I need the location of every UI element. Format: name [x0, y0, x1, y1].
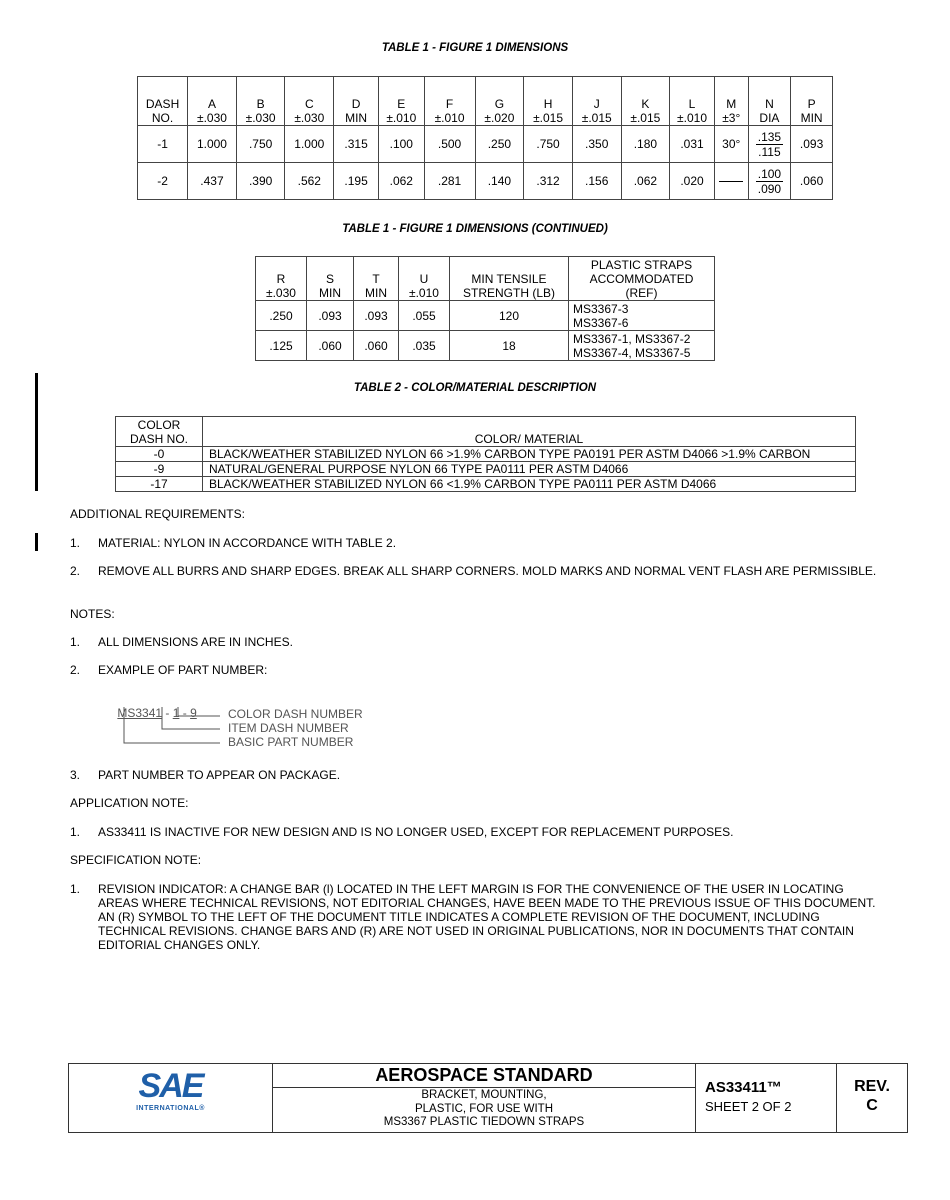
header-tolerance: ±.010: [434, 111, 465, 125]
table1c-row: [256, 301, 715, 331]
h-tensile-1: MIN TENSILE: [471, 272, 547, 286]
header-label: N: [765, 97, 774, 111]
header-label: K: [641, 97, 650, 111]
not-applicable-dash: [719, 181, 743, 182]
item-text: ALL DIMENSIONS ARE IN INCHES.: [98, 635, 293, 649]
sheet-number: SHEET 2 OF 2: [705, 1099, 792, 1114]
header-label: G: [494, 97, 505, 111]
cell-straps: MS3367-3: [573, 301, 629, 316]
table1-header-cell: [791, 77, 833, 126]
header-label: C: [304, 97, 314, 111]
additional-requirements-heading: ADDITIONAL REQUIREMENTS:: [70, 507, 245, 521]
h-u-tol: ±.010: [409, 286, 439, 300]
table1: [137, 76, 833, 200]
h-r-tol: ±.030: [266, 286, 296, 300]
table1-header-cell: [475, 77, 524, 126]
table1-header-cell: [138, 77, 188, 126]
cell-n-dia: [748, 163, 791, 200]
h-straps-3: (REF): [625, 286, 658, 300]
header-tolerance: MIN: [345, 111, 368, 125]
n-max: .100: [757, 166, 782, 181]
cell-l: .031: [670, 126, 715, 163]
application-note-heading: APPLICATION NOTE:: [70, 796, 189, 810]
table1-header-cell: [236, 77, 285, 126]
h-material: COLOR/ MATERIAL: [203, 417, 856, 447]
cell-color-dash: -0: [116, 447, 203, 462]
cell-j: .350: [572, 126, 621, 163]
table2-caption: TABLE 2 - COLOR/MATERIAL DESCRIPTION: [353, 382, 597, 394]
table1-header-cell: [188, 77, 237, 126]
cell-c: 1.000: [285, 126, 334, 163]
sae-logo-sub: INTERNATIONAL: [136, 1105, 200, 1112]
cell-m: 30°: [714, 126, 748, 163]
item-number: 1.: [70, 536, 81, 550]
header-label: DASH: [145, 97, 180, 111]
rev-label: REV.: [854, 1078, 890, 1095]
table1-header-cell: [714, 77, 748, 126]
h-t: T: [372, 272, 380, 286]
table1-header-cell: [524, 77, 573, 126]
h-dash-no: DASH NO.: [129, 432, 188, 446]
cell-d: .195: [334, 163, 379, 200]
cell-straps: MS3367-4, MS3367-5: [573, 345, 691, 360]
pn-leader-lines: [100, 692, 240, 752]
cell-a: .437: [188, 163, 237, 200]
table1-header-cell: [424, 77, 475, 126]
cell-h: .750: [524, 126, 573, 163]
header-tolerance: NO.: [151, 111, 174, 125]
table1-header-cell: [670, 77, 715, 126]
item-text: PART NUMBER TO APPEAR ON PACKAGE.: [98, 768, 341, 782]
header-label: F: [445, 97, 454, 111]
title-block: [68, 1063, 908, 1133]
cell-color-dash: -9: [116, 462, 203, 477]
n-min: .115: [758, 144, 781, 159]
pn-sep: -: [179, 706, 191, 720]
table1-row: [138, 163, 833, 200]
cell-f: .500: [424, 126, 475, 163]
pn-basic: MS3341: [117, 706, 163, 720]
doc-title-line: MS3367 PLASTIC TIEDOWN STRAPS: [383, 1116, 585, 1128]
cell-g: .250: [475, 126, 524, 163]
header-tolerance: ±.015: [581, 111, 612, 125]
header-label: M: [726, 97, 737, 111]
header-label: H: [543, 97, 553, 111]
sae-logo-subtext: [69, 1105, 272, 1112]
item-number: 2.: [70, 663, 81, 677]
cell-e: .062: [379, 163, 424, 200]
header-tolerance: ±.015: [533, 111, 564, 125]
sae-logo: [69, 1064, 273, 1132]
table1-header-cell: [572, 77, 621, 126]
header-tolerance: ±.020: [484, 111, 515, 125]
cell-s: .093: [307, 301, 354, 331]
table1-caption: TABLE 1 - FIGURE 1 DIMENSIONS: [381, 42, 569, 54]
header-tolerance: ±.030: [294, 111, 325, 125]
item-number: 2.: [70, 564, 81, 578]
h-s-min: MIN: [319, 286, 341, 300]
cell-b: .750: [236, 126, 285, 163]
doc-title-line: PLASTIC, FOR USE WITH: [414, 1102, 553, 1115]
cell-color-dash: -17: [116, 477, 203, 492]
table2-row: [116, 477, 856, 492]
sae-logo-text: SAE: [138, 1067, 203, 1105]
cell-p: .060: [791, 163, 833, 200]
aerospace-standard-label: AEROSPACE STANDARD: [273, 1064, 695, 1088]
pn-label-item: ITEM DASH NUMBER: [228, 721, 349, 735]
table1-header-cell: [334, 77, 379, 126]
doc-title-line: BRACKET, MOUNTING,: [421, 1089, 547, 1101]
item-number: 3.: [70, 768, 81, 782]
cell-u: .055: [399, 301, 450, 331]
table1-row: [138, 126, 833, 163]
cell-d: .315: [334, 126, 379, 163]
table1-header-row: [138, 77, 833, 126]
cell-a: 1.000: [188, 126, 237, 163]
item-number: 1.: [70, 825, 81, 839]
header-tolerance: ±3°: [722, 111, 741, 125]
item-text: REVISION INDICATOR: A CHANGE BAR (l) LOCATED IN THE LEFT MARGIN IS FOR THE CONVENIENCE OF THE USER IN LOCATING AREAS WHERE TECHNICAL REVISIONS, NOT EDITORIAL CHANGES, HAVE BEEN MADE TO THE PREVIOUS ISSUE OF THIS DOCUMENT. AN (R) SYMBOL TO THE LEFT OF THE DOCUMENT TITLE INDICATES A COMPLETE REVISION OF THE DOCUMENT, INCLUDING TECHNICAL REVISIONS. CHANGE BARS AND (R) ARE NOT USED IN ORIGINAL PUBLICATIONS, NOR IN DOCUMENTS THAT CONTAIN EDITORIAL CHANGES ONLY.: [98, 882, 876, 952]
header-tolerance: ±.010: [386, 111, 417, 125]
revision-cell: [837, 1064, 907, 1132]
title-cell: [273, 1064, 696, 1132]
header-label: A: [207, 97, 216, 111]
cell-material: BLACK/WEATHER STABILIZED NYLON 66 <1.9% CARBON TYPE PA0111 PER ASTM D4066: [203, 477, 856, 492]
item-text: AS33411 IS INACTIVE FOR NEW DESIGN AND IS NO LONGER USED, EXCEPT FOR REPLACEMENT PURPOSES.: [98, 825, 734, 839]
registered-mark: ®: [199, 1105, 205, 1112]
cell-l: .020: [670, 163, 715, 200]
pn-color: 9: [190, 706, 197, 720]
cell-k: .180: [621, 126, 670, 163]
cell-material: BLACK/WEATHER STABILIZED NYLON 66 >1.9% CARBON TYPE PA0191 PER ASTM D4066 >1.9% CARBON: [203, 447, 856, 462]
cell-c: .562: [285, 163, 334, 200]
cell-h: .312: [524, 163, 573, 200]
table1-header-cell: [285, 77, 334, 126]
cell-t: .060: [354, 331, 399, 361]
doc-number: AS33411™: [705, 1079, 782, 1096]
cell-u: .035: [399, 331, 450, 361]
header-tolerance: ±.030: [196, 111, 227, 125]
pn-label-color: COLOR DASH NUMBER: [228, 707, 363, 721]
table2-row: [116, 462, 856, 477]
h-tensile-2: STRENGTH (LB): [462, 286, 555, 300]
item-text: EXAMPLE OF PART NUMBER:: [98, 663, 268, 677]
item-number: 1.: [70, 882, 81, 896]
header-tolerance: ±.030: [245, 111, 276, 125]
table1-header-cell: [621, 77, 670, 126]
item-number: 1.: [70, 635, 81, 649]
cell-m: [714, 163, 748, 200]
cell-t: .093: [354, 301, 399, 331]
cell-material: NATURAL/GENERAL PURPOSE NYLON 66 TYPE PA0111 PER ASTM D4066: [203, 462, 856, 477]
header-tolerance: ±.010: [677, 111, 707, 125]
h-straps-1: PLASTIC STRAPS: [590, 258, 693, 272]
doc-number-cell: [696, 1064, 837, 1132]
rev-value: C: [866, 1097, 878, 1114]
table1c-header-row: [256, 257, 715, 301]
table2-header-row: [116, 417, 856, 447]
header-tolerance: DIA: [759, 111, 780, 125]
cell-g: .140: [475, 163, 524, 200]
cell-b: .390: [236, 163, 285, 200]
table1-header-cell: [379, 77, 424, 126]
h-straps-2: ACCOMMODATED: [589, 272, 694, 286]
n-max: .135: [757, 129, 782, 144]
cell-tensile: 120: [450, 301, 569, 331]
cell-straps: MS3367-1, MS3367-2: [573, 331, 691, 346]
cell-j: .156: [572, 163, 621, 200]
header-label: E: [397, 97, 406, 111]
table2-row: [116, 447, 856, 462]
h-color: COLOR: [137, 418, 181, 432]
item-text: REMOVE ALL BURRS AND SHARP EDGES. BREAK ALL SHARP CORNERS. MOLD MARKS AND NORMAL VENT FLASH ARE PERMISSIBLE.: [98, 564, 877, 578]
header-tolerance: MIN: [800, 111, 823, 125]
table1-cont-caption: TABLE 1 - FIGURE 1 DIMENSIONS (CONTINUED): [342, 223, 608, 235]
notes-heading: NOTES:: [70, 607, 115, 621]
header-tolerance: ±.015: [630, 111, 661, 125]
sae-logo-mark: [69, 1068, 272, 1104]
h-r: R: [276, 272, 286, 286]
header-label: P: [807, 97, 816, 111]
cell-p: .093: [791, 126, 833, 163]
change-bar: [35, 533, 38, 551]
cell-r: .125: [256, 331, 307, 361]
n-min: .090: [757, 181, 782, 196]
cell-n-dia: [748, 126, 791, 163]
header-label: D: [351, 97, 361, 111]
cell-r: .250: [256, 301, 307, 331]
pn-label-basic: BASIC PART NUMBER: [228, 735, 354, 749]
h-t-min: MIN: [365, 286, 387, 300]
specification-note-heading: SPECIFICATION NOTE:: [70, 853, 202, 867]
header-label: B: [256, 97, 265, 111]
table2: [115, 416, 856, 492]
cell-tensile: 18: [450, 331, 569, 361]
header-label: J: [593, 97, 600, 111]
cell-straps: MS3367-6: [573, 315, 629, 330]
cell-f: .281: [424, 163, 475, 200]
cell-dash: -1: [138, 126, 188, 163]
cell-e: .100: [379, 126, 424, 163]
cell-dash: -2: [138, 163, 188, 200]
h-u: U: [419, 272, 429, 286]
pn-item: 1: [172, 706, 180, 720]
cell-k: .062: [621, 163, 670, 200]
pn-sep: -: [162, 706, 173, 720]
cell-s: .060: [307, 331, 354, 361]
header-label: L: [688, 97, 696, 111]
table1c-row: [256, 331, 715, 361]
table1-header-cell: [748, 77, 791, 126]
table1-continued: [255, 256, 715, 361]
h-s: S: [325, 272, 334, 286]
item-text: MATERIAL: NYLON IN ACCORDANCE WITH TABLE 2.: [98, 536, 397, 550]
part-number-diagram: [100, 692, 400, 752]
